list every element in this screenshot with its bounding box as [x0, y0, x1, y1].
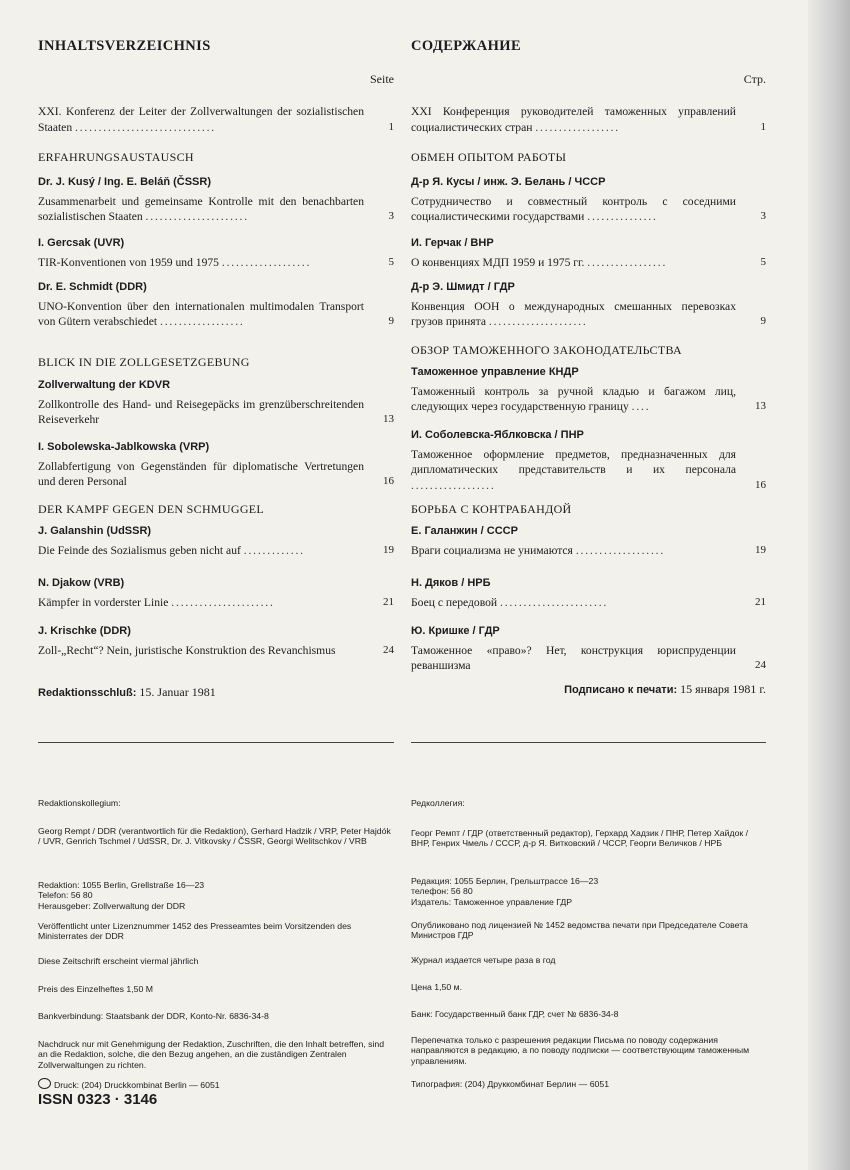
entry-author: Н. Дяков / НРБ: [411, 577, 491, 589]
entry-page: 1: [388, 120, 394, 133]
entry-page: 13: [383, 413, 394, 425]
entry-author: Е. Галанжин / СССР: [411, 525, 518, 537]
publisher-text: Herausgeber: Zollverwaltung der DDR: [38, 900, 186, 911]
toc-entry[interactable]: Dr. J. Kusý / Ing. E. Beláň (ČSSR) Zusammenarbeit und gemeinsame Kontrolle mit den benachbarten sozialistischen Staaten ...................... 3: [38, 176, 394, 223]
deadline-date: 15. Januar 1981: [139, 685, 216, 699]
print-text-ru: Типография: (204) Друккомбинат Берлин — 6051: [411, 1079, 610, 1089]
entry-title: Zollkontrolle des Hand- und Reisegepäcks im grenzüberschreitenden Reiseverkehr: [38, 397, 364, 426]
toc-entry-intro[interactable]: XXI Конференция руководителей таможенных управлений социалистических стран .................. 1: [411, 105, 766, 134]
frequency-text-ru: Журнал издается четыре раза в год: [411, 955, 556, 965]
entry-page: 19: [755, 543, 766, 556]
entry-author: Dr. J. Kusý / Ing. E. Beláň (ČSSR): [38, 176, 211, 188]
entry-page: 5: [760, 255, 766, 268]
impressum-contact-ru: [411, 876, 766, 907]
toc-entry[interactable]: И. Соболевска-Яблковска / ПНР Таможенное оформление предметов, предназначенных для дипломатических представительств и их персонала .................. 16: [411, 429, 766, 492]
signed-label: Подписано к печати:: [564, 684, 678, 696]
divider-rule-right: [411, 742, 766, 743]
entry-title: XXI Конференция руководителей таможенных управлений социалистических стран: [411, 105, 736, 134]
entry-page: 5: [388, 255, 394, 268]
impressum-board-ru: Георг Ремпт / ГДР (ответственный редактор), Герхард Хадзик / ПНР, Петер Хайдок / ВНР, Генрих Чмель / СССР, д-р Я. Витковский / ЧССР, Георги Величков / НРБ: [411, 828, 749, 849]
impressum-board-de: Georg Rempt / DDR (verantwortlich für die Redaktion), Gerhard Hadzik / VRP, Peter Hajdók / UVR, Genrich Tschmel / UdSSR, Dr. J. Vitkovsky / ČSSR, Georgi Welitschkov / VRB: [38, 826, 391, 847]
toc-title-german: INHALTSVERZEICHNIS: [38, 38, 211, 54]
frequency-text-de: Diese Zeitschrift erscheint viermal jährlich: [38, 956, 199, 966]
license-text-ru: Опубликовано под лицензией № 1452 ведомства печати при Председателе Совета Министров ГДР: [411, 920, 748, 941]
printer-logo-icon: [38, 1078, 51, 1089]
toc-entry[interactable]: I. Gercsak (UVR) TIR-Konventionen von 1959 und 1975 ................... 5: [38, 237, 394, 269]
entry-page: 24: [755, 659, 766, 671]
entry-title: UNO-Konvention über den internationalen multimodalen Transport von Gütern verabschiedet: [38, 299, 364, 328]
toc-entry[interactable]: Е. Галанжин / СССР Враги социализма не унимаются ................... 19: [411, 525, 766, 557]
section-heading: БОРЬБА С КОНТРАБАНДОЙ: [411, 502, 572, 516]
entry-page: 16: [755, 478, 766, 491]
toc-entry[interactable]: Д-р Я. Кусы / инж. Э. Белань / ЧССР Сотрудничество и совместный контроль с соседними социалистическими государствами ............... 3: [411, 176, 766, 223]
address-text: Redaktion: 1055 Berlin, Grellstraße 16—23: [38, 880, 205, 890]
phone-text: Telefon: 56 80: [38, 890, 93, 901]
license-text-de: Veröffentlicht unter Lizenznummer 1452 des Presseamtes beim Vorsitzenden des Ministerrates der DDR: [38, 921, 352, 942]
impressum-contact-de: [38, 880, 393, 911]
toc-entry[interactable]: N. Djakow (VRB) Kämpfer in vorderster Linie ...................... 21: [38, 577, 394, 609]
entry-title: Zoll-„Recht“? Nein, juristische Konstruktion des Revanchismus: [38, 643, 336, 657]
entry-title: Таможенный контроль за ручной кладью и багажом лиц, следующих через государственную границу: [411, 384, 736, 413]
entry-page: 21: [755, 595, 766, 608]
entry-page: 3: [388, 210, 394, 222]
entry-author: J. Krischke (DDR): [38, 625, 131, 637]
entry-author: I. Sobolewska-Jablkowska (VRP): [38, 441, 210, 453]
entry-title: Конвенция ООН о международных смешанных перевозках грузов принята: [411, 299, 736, 328]
entry-author: J. Galanshin (UdSSR): [38, 525, 152, 537]
entry-page: 13: [755, 400, 766, 412]
deadline-label: Redaktionsschluß:: [38, 687, 137, 699]
entry-title: О конвенциях МДП 1959 и 1975 гг.: [411, 255, 585, 269]
page-column-label: Seite: [370, 72, 394, 86]
toc-entry[interactable]: И. Герчак / ВНР О конвенциях МДП 1959 и 1975 гг. ................. 5: [411, 237, 766, 269]
divider-rule-left: [38, 742, 394, 743]
entry-title: Таможенное оформление предметов, предназначенных для дипломатических представительств и их персонала: [411, 447, 736, 476]
entry-page: 9: [388, 315, 394, 327]
toc-entry[interactable]: Н. Дяков / НРБ Боец с передовой ....................... 21: [411, 577, 766, 609]
price-text-ru: Цена 1,50 м.: [411, 982, 463, 992]
signed-for-print: [564, 682, 766, 697]
section-heading: ERFAHRUNGSAUSTAUSCH: [38, 150, 194, 164]
toc-entry-intro[interactable]: XXI. Konferenz der Leiter der Zollverwaltungen der sozialistischen Staaten .............................. 1: [38, 105, 394, 134]
toc-entry[interactable]: J. Galanshin (UdSSR) Die Feinde des Sozialismus geben nicht auf ............. 19: [38, 525, 394, 557]
entry-title: Zusammenarbeit und gemeinsame Kontrolle mit den benachbarten sozialistischen Staaten: [38, 194, 364, 223]
price-text-de: Preis des Einzelheftes 1,50 M: [38, 984, 153, 994]
entry-author: I. Gercsak (UVR): [38, 237, 125, 249]
entry-title: Сотрудничество и совместный контроль с соседними социалистическими государствами: [411, 194, 736, 223]
entry-page: 16: [383, 475, 394, 487]
section-heading: BLICK IN DIE ZOLLGESETZGEBUNG: [38, 355, 250, 369]
entry-author: Д-р Я. Кусы / инж. Э. Белань / ЧССР: [411, 176, 606, 188]
entry-title: Kämpfer in vorderster Linie: [38, 595, 169, 609]
entry-author: Таможенное управление КНДР: [411, 366, 579, 378]
page-edge-shadow: [808, 0, 850, 1170]
section-heading: ОБЗОР ТАМОЖЕННОГО ЗАКОНОДАТЕЛЬСТВА: [411, 343, 682, 357]
bank-text-de: Bankverbindung: Staatsbank der DDR, Konto-Nr. 6836-34-8: [38, 1011, 269, 1021]
entry-title: Боец с передовой: [411, 595, 498, 609]
toc-title-russian: СОДЕРЖАНИЕ: [411, 38, 522, 54]
section-heading: DER KAMPF GEGEN DEN SCHMUGGEL: [38, 502, 265, 516]
entry-author: Д-р Э. Шмидт / ГДР: [411, 281, 515, 293]
entry-author: Ю. Кришке / ГДР: [411, 625, 500, 637]
entry-title: Zollabfertigung von Gegenständen für diplomatische Vertretungen und deren Personal: [38, 459, 364, 488]
publisher-text: Издатель: Таможенное управление ГДР: [411, 896, 573, 907]
signed-date: 15 января 1981 г.: [680, 682, 766, 696]
entry-title: Таможенное «право»? Нет, конструкция юриспруденции реваншизма: [411, 643, 736, 672]
section-heading: ОБМЕН ОПЫТОМ РАБОТЫ: [411, 150, 567, 164]
impressum-board-label-de: Redaktionskollegium:: [38, 798, 121, 808]
entry-title: XXI. Konferenz der Leiter der Zollverwaltungen der sozialistischen Staaten: [38, 105, 364, 134]
issn-number: ISSN 0323 · 3146: [38, 1091, 158, 1108]
entry-page: 24: [383, 643, 394, 656]
entry-author: N. Djakow (VRB): [38, 577, 125, 589]
toc-entry[interactable]: [38, 440, 394, 490]
entry-title: TIR-Konventionen von 1959 und 1975: [38, 255, 219, 269]
impressum-board-label-ru: Редколлегия:: [411, 798, 465, 808]
reprint-text-ru: Перепечатка только с разрешения редакции Письма по поводу содержания направляются в редакцию, а по поводу подписки — соответствующим таможенным управлениям.: [411, 1035, 750, 1066]
toc-entry[interactable]: [411, 624, 766, 674]
printer-text: Druck: (204) Druckkombinat Berlin — 6051: [54, 1080, 220, 1090]
toc-entry[interactable]: Таможенное управление КНДР Таможенный контроль за ручной кладью и багажом лиц, следующих через государственную границу .... 13: [411, 366, 766, 413]
entry-page: 21: [383, 595, 394, 608]
entry-title: Die Feinde des Sozialismus geben nicht auf: [38, 543, 241, 557]
editorial-deadline: [38, 685, 216, 700]
reprint-text-de: Nachdruck nur mit Genehmigung der Redaktion, Zuschriften, die den Inhalt betreffen, sind an die Redaktion, solche, die den Bezug angehen, an die zuständigen Zentralen Zollverwaltungen zu richten.: [38, 1039, 385, 1070]
entry-title: Враги социализма не унимаются: [411, 543, 573, 557]
address-text: Редакция: 1055 Берлин, Грельштрассе 16—23: [411, 876, 599, 886]
entry-author: И. Соболевска-Яблковска / ПНР: [411, 429, 584, 441]
toc-entry[interactable]: [38, 378, 394, 428]
entry-author: И. Герчак / ВНР: [411, 237, 494, 249]
entry-page: 19: [383, 543, 394, 556]
entry-page: 1: [760, 120, 766, 133]
phone-text: телефон: 56 80: [411, 886, 473, 897]
entry-author: Zollverwaltung der KDVR: [38, 379, 171, 391]
toc-entry[interactable]: Д-р Э. Шмидт / ГДР Конвенция ООН о международных смешанных перевозках грузов принята ..................... 9: [411, 281, 766, 328]
toc-entry[interactable]: Dr. E. Schmidt (DDR) UNO-Konvention über den internationalen multimodalen Transport von Gütern verabschiedet .................. 9: [38, 281, 394, 328]
print-text-de: [38, 1078, 393, 1090]
bank-text-ru: Банк: Государственный банк ГДР, счет № 6836-34-8: [411, 1009, 619, 1019]
entry-page: 3: [760, 210, 766, 222]
entry-page: 9: [760, 315, 766, 327]
entry-author: Dr. E. Schmidt (DDR): [38, 281, 147, 293]
toc-entry[interactable]: [38, 624, 394, 658]
page-column-label: Стр.: [743, 72, 766, 86]
